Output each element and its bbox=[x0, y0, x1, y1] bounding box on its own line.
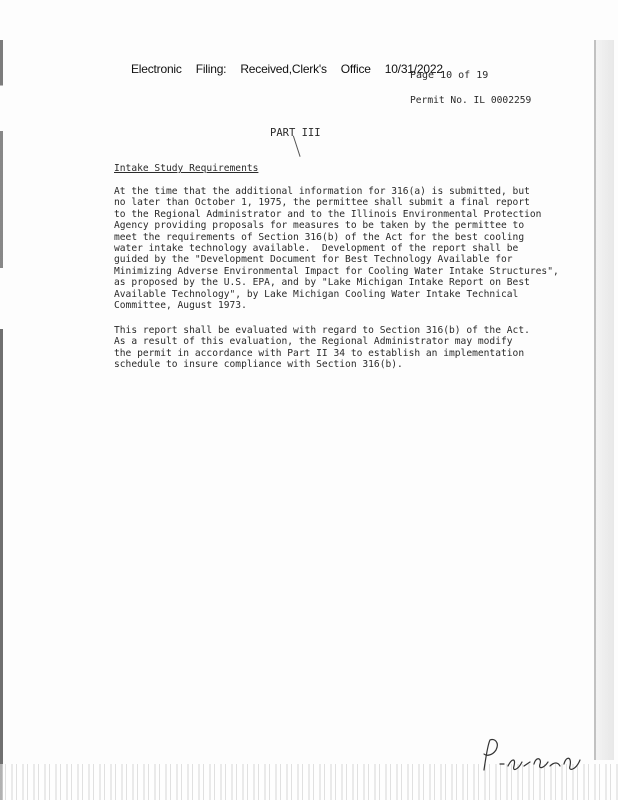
scan-left-edge bbox=[0, 40, 3, 800]
page-number: Page 10 of 19 bbox=[410, 70, 489, 81]
section-title: Intake Study Requirements bbox=[114, 163, 259, 174]
stamp-received: Received,Clerk's bbox=[240, 62, 327, 76]
electronic-filing-stamp bbox=[131, 62, 457, 76]
scan-right-edge bbox=[594, 40, 614, 760]
body-paragraph-2: This report shall be evaluated with regard to Section 316(b) of the Act. As a result of this evaluation, the Regional Administrator may modify the permit in accordance with Part II 34 to establish an implementation schedule to insure compliance with Section 316(b). bbox=[114, 325, 530, 371]
stamp-office: Office bbox=[340, 62, 371, 76]
permit-number: Permit No. IL 0002259 bbox=[410, 95, 532, 106]
handwritten-signature bbox=[478, 736, 588, 776]
body-paragraph-1: At the time that the additional information for 316(a) is submitted, but no later than October 1, 1975, the permittee shall submit a final report to the Regional Administrator and to the Illinois Environmental Protection Agency providing proposals for measures to be taken by the permittee to meet the requirements of Section 316(b) of the Act for the best cooling water intake technology available. Development of the report shall be guided by the "Development Document for Best Technology Available for Minimizing Adverse Environmental Impact for Cooling Water Intake Structures", as proposed by the U.S. EPA, and by "Lake Michigan Intake Report on Best Available Technology", by Lake Michigan Cooling Water Intake Technical Committee, August 1973. bbox=[114, 186, 559, 312]
stamp-date: 10/31/2022 bbox=[384, 62, 443, 76]
stamp-filing: Filing: bbox=[195, 62, 227, 76]
part-title: PART III bbox=[270, 127, 321, 139]
stamp-electronic: Electronic bbox=[131, 62, 182, 76]
